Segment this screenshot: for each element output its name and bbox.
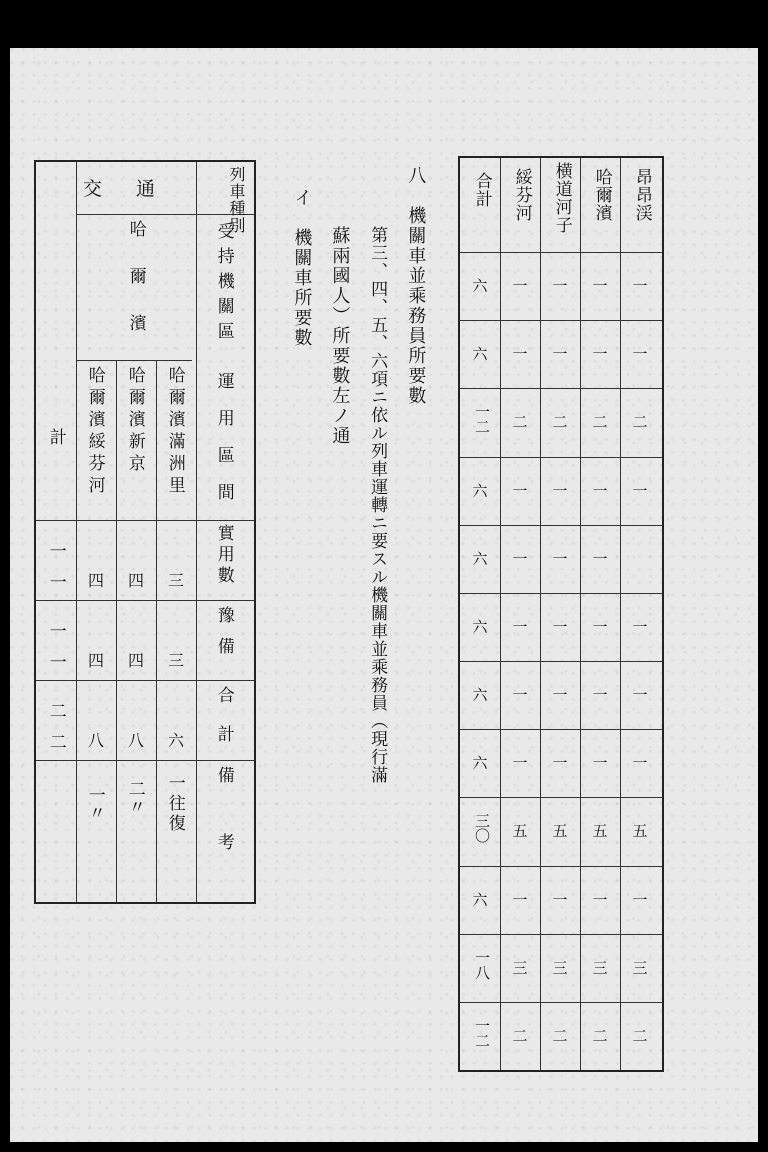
document-page bbox=[10, 48, 758, 1142]
table-cell: 一 bbox=[592, 481, 608, 500]
header-suifenhe: 綏芬河 bbox=[511, 168, 532, 222]
table-cell: 一 bbox=[512, 617, 528, 636]
table-cell: 三 bbox=[552, 958, 568, 977]
section-manzhouli: 哈爾濱滿洲里 bbox=[164, 366, 185, 498]
table-cell: 三 bbox=[632, 958, 648, 977]
row-total-cell: 一二 bbox=[473, 1017, 491, 1048]
table-cell: 二 bbox=[592, 1026, 608, 1045]
table-cell: 五 bbox=[552, 822, 568, 841]
table-cell: 一 bbox=[512, 481, 528, 500]
table-cell: 五 bbox=[592, 822, 608, 841]
table-cell: 三 bbox=[512, 958, 528, 977]
table-cell: 一 bbox=[632, 754, 648, 773]
table-cell: 一 bbox=[592, 686, 608, 705]
table-cell: 一 bbox=[552, 549, 568, 568]
remark-2: 二〃 bbox=[124, 780, 145, 816]
table-cell: 二 bbox=[632, 1026, 648, 1045]
value-cell: 八 bbox=[87, 731, 104, 750]
table-cell: 一 bbox=[512, 686, 528, 705]
row-total-cell: 三〇 bbox=[473, 813, 491, 844]
value-total-cell: 一一 bbox=[45, 622, 66, 684]
header-angangxi: 昂昂渓 bbox=[631, 168, 652, 222]
header-remarks: 備考 bbox=[213, 766, 234, 900]
header-section: 運用區間 bbox=[213, 372, 234, 520]
table-cell: 一 bbox=[552, 890, 568, 909]
remark-1: 一往復 bbox=[164, 774, 185, 834]
table-cell: 一 bbox=[592, 890, 608, 909]
value-cell: 八 bbox=[127, 731, 144, 750]
value-cell: 三 bbox=[167, 651, 184, 670]
table-cell: 一 bbox=[592, 277, 608, 296]
table-cell: 二 bbox=[592, 413, 608, 432]
table-cell: 一 bbox=[632, 345, 648, 364]
sub-heading: イ 機關車所要數 bbox=[291, 188, 313, 348]
table-cell: 一 bbox=[552, 345, 568, 364]
locomotive-count-table bbox=[458, 156, 664, 1072]
value-total-cell: 一一 bbox=[45, 542, 66, 604]
table-cell: 一 bbox=[632, 686, 648, 705]
value-total-cell: 二二 bbox=[45, 702, 66, 764]
table-cell: 一 bbox=[552, 686, 568, 705]
value-cell: 四 bbox=[127, 571, 144, 590]
category-label: 交通 bbox=[82, 178, 189, 200]
value-cell: 四 bbox=[127, 651, 144, 670]
header-harbin: 哈爾濱 bbox=[591, 168, 612, 222]
value-cell: 六 bbox=[167, 731, 184, 750]
section-heading: 八 機關車並乘務員所要數 bbox=[405, 166, 427, 406]
header-hengdaohezi: 横道河子 bbox=[551, 162, 572, 234]
table-cell: 一 bbox=[592, 345, 608, 364]
body-line-1: 第三、四、五、六項ニ依ル列車運轉ニ要スル機關車並乘務員（現行滿 bbox=[367, 226, 388, 784]
table-cell: 二 bbox=[512, 413, 528, 432]
row-total-cell: 六 bbox=[472, 277, 488, 296]
table-cell: 一 bbox=[632, 277, 648, 296]
header-actual: 實用數 bbox=[213, 524, 234, 587]
row-total-cell: 一二 bbox=[473, 404, 491, 435]
header-sum: 合計 bbox=[213, 686, 234, 764]
row-total-cell: 六 bbox=[472, 686, 488, 705]
table-cell: 一 bbox=[512, 549, 528, 568]
table-cell: 三 bbox=[592, 958, 608, 977]
table-cell: 二 bbox=[552, 1026, 568, 1045]
table-cell: 一 bbox=[552, 754, 568, 773]
table-cell: 一 bbox=[552, 481, 568, 500]
table-cell: 一 bbox=[552, 277, 568, 296]
locomotive-operation-table bbox=[34, 160, 256, 904]
header-train-type: 列車種別 bbox=[227, 166, 246, 234]
table-cell: 一 bbox=[592, 617, 608, 636]
table-cell: 五 bbox=[632, 822, 648, 841]
remark-3: 一〃 bbox=[84, 786, 105, 822]
header-depot: 受持機關區 bbox=[213, 222, 234, 347]
row-total-cell: 六 bbox=[472, 754, 488, 773]
value-cell: 三 bbox=[167, 571, 184, 590]
table-cell: 一 bbox=[552, 617, 568, 636]
table-cell: 一 bbox=[512, 890, 528, 909]
table-cell: 一 bbox=[512, 754, 528, 773]
table-cell: 五 bbox=[512, 822, 528, 841]
table-cell: 一 bbox=[512, 277, 528, 296]
row-total-cell: 六 bbox=[472, 549, 488, 568]
table-cell: 一 bbox=[592, 549, 608, 568]
header-total: 合計 bbox=[471, 172, 492, 208]
section-suifenhe: 哈爾濱綏芬河 bbox=[84, 366, 105, 498]
row-total-cell: 六 bbox=[472, 345, 488, 364]
table-cell: 一 bbox=[632, 481, 648, 500]
table-cell: 二 bbox=[632, 413, 648, 432]
row-total-cell: 一八 bbox=[473, 949, 491, 980]
depot-name: 哈爾濱 bbox=[125, 220, 146, 361]
row-total-cell: 六 bbox=[472, 617, 488, 636]
table-cell: 二 bbox=[512, 1026, 528, 1045]
section-xinjing: 哈爾濱新京 bbox=[124, 366, 145, 476]
body-line-2: 蘇兩國人）所要數左ノ通 bbox=[329, 226, 351, 446]
table-cell: 一 bbox=[592, 754, 608, 773]
table-cell: 一 bbox=[632, 890, 648, 909]
row-total-cell: 六 bbox=[472, 481, 488, 500]
value-cell: 四 bbox=[87, 651, 104, 670]
total-label: 計 bbox=[45, 428, 66, 446]
table-cell: 二 bbox=[552, 413, 568, 432]
value-cell: 四 bbox=[87, 571, 104, 590]
table-cell: 一 bbox=[632, 617, 648, 636]
header-reserve: 豫備 bbox=[213, 606, 234, 668]
row-total-cell: 六 bbox=[472, 890, 488, 909]
table-cell: 一 bbox=[512, 345, 528, 364]
